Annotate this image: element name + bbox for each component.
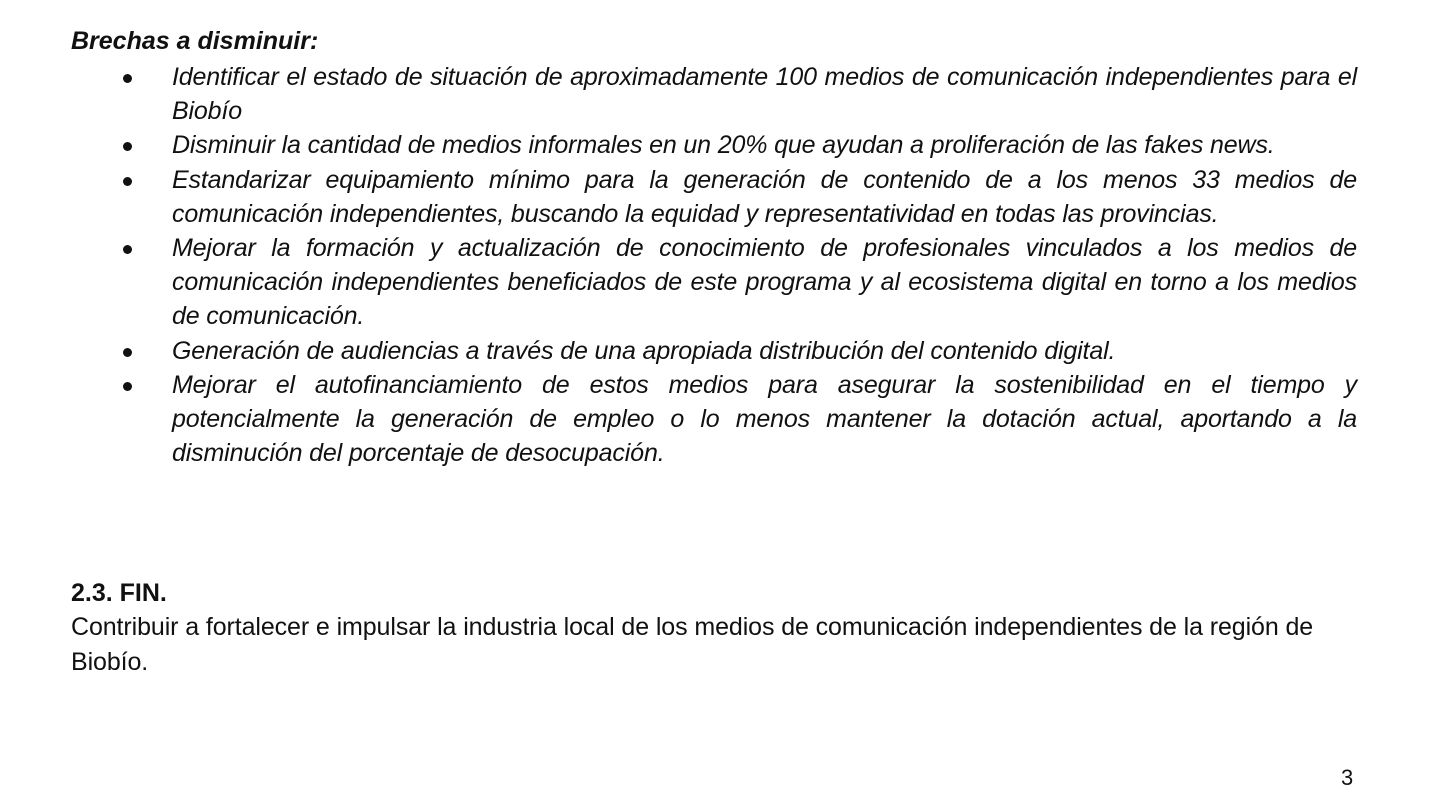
list-item-text: Generación de audiencias a través de una apropiada distribución del contenido digital. <box>172 336 1116 365</box>
section-heading: 2.3. FIN. <box>71 579 167 607</box>
gaps-heading: Brechas a disminuir: <box>71 27 319 55</box>
list-item-text: Disminuir la cantidad de medios informales en un 20% que ayudan a proliferación de las fakes news. <box>172 131 1275 160</box>
list-item-text: Identificar el estado de situación de aproximadamente 100 medios de comunicación independientes para el Biobío <box>172 63 1357 126</box>
list-item-text: Mejorar la formación y actualización de conocimiento de profesionales vinculados a los medios de comunicación independientes beneficiados de este programa y al ecosistema digital en torno a los medios de comunicación. <box>172 234 1357 331</box>
list-item <box>120 231 1357 334</box>
gaps-list <box>120 60 1357 470</box>
section-body: Contribuir a fortalecer e impulsar la industria local de los medios de comunicación independientes de la región de Biobío. <box>71 613 1314 676</box>
list-item <box>120 334 1357 368</box>
list-item <box>120 60 1357 128</box>
page-number: 3 <box>1341 765 1354 790</box>
list-item <box>120 163 1357 231</box>
list-item <box>120 128 1357 162</box>
list-item-text: Estandarizar equipamiento mínimo para la generación de contenido de a los menos 33 medios de comunicación independientes, buscando la equidad y representatividad en todas las provincias. <box>172 165 1357 228</box>
list-item <box>120 368 1357 471</box>
list-item-text: Mejorar el autofinanciamiento de estos medios para asegurar la sostenibilidad en el tiempo y potencialmente la generación de empleo o lo menos mantener la dotación actual, aportando a la disminución del porcentaje de desocupación. <box>172 370 1357 468</box>
